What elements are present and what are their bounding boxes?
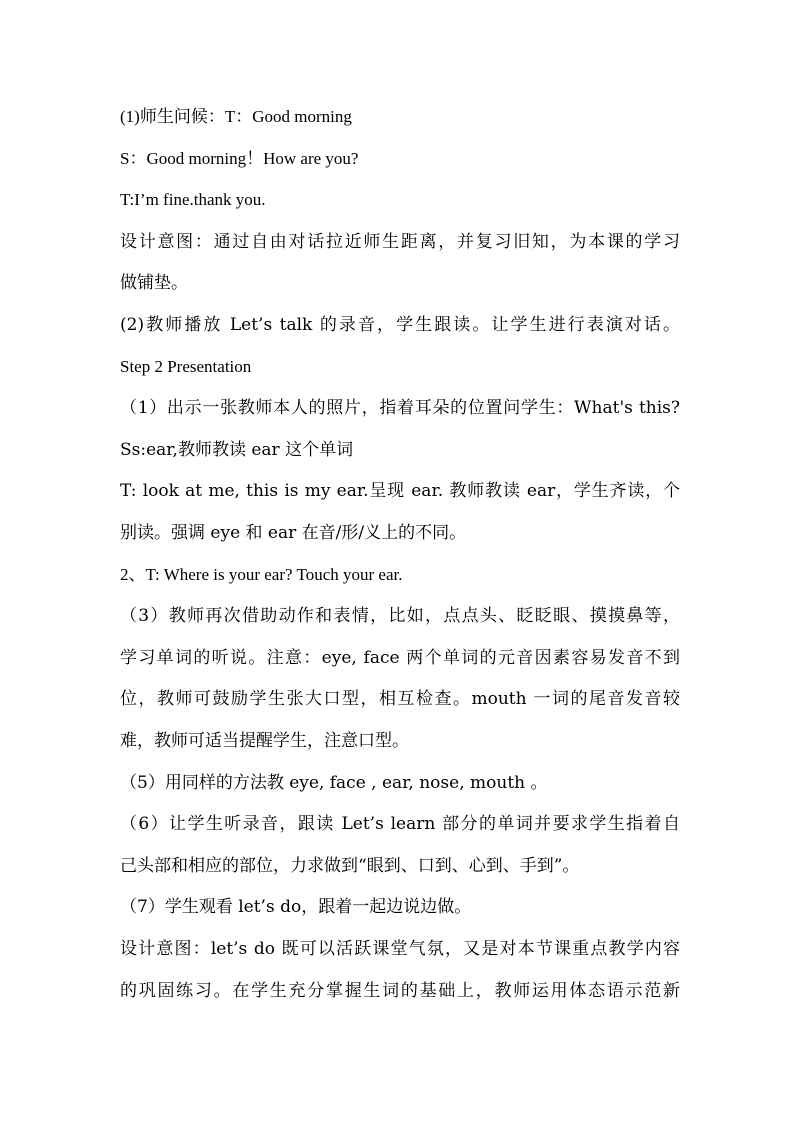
eye-ear-difference-line: 别读。强调 eye 和 ear 在音/形/义上的不同。 — [120, 523, 467, 543]
same-method-line: （5）用同样的方法教 eye, face , ear, nose, mouth 。 — [120, 773, 548, 793]
design-intent-lets-do-line: 设计意图：let’s do 既可以活跃课堂气氛，又是对本节课重点教学内容 — [120, 939, 680, 959]
presentation-step-1: （1）出示一张教师本人的照片，指着耳朵的位置问学生：What's this? — [120, 398, 680, 418]
lets-talk-line: (2)教师播放 Let’s talk 的录音，学生跟读。让学生进行表演对话。 — [120, 315, 680, 335]
look-at-me-line: T: look at me, this is my ear.呈现 ear. 教师教读 ear，学生齐读，个 — [120, 481, 680, 501]
design-intent-continuation: 做铺垫。 — [120, 273, 188, 293]
ear-word-line: Ss:ear,教师教读 ear 这个单词 — [120, 440, 354, 460]
design-intent-line: 设计意图：通过自由对话拉近师生距离，并复习旧知，为本课的学习 — [120, 232, 680, 252]
step-heading: Step 2 Presentation — [120, 357, 252, 376]
lets-do-line: （7）学生观看 let’s do，跟着一起边说边做。 — [120, 897, 472, 917]
teacher-reply-line: T:I’m fine.thank you. — [120, 190, 266, 209]
consolidation-line: 的巩固练习。在学生充分掌握生词的基础上，教师运用体态语示范新 — [120, 981, 680, 1001]
lets-learn-line: （6）让学生听录音，跟读 Let’s learn 部分的单词并要求学生指着自 — [120, 814, 680, 834]
where-is-your-ear-line: 2、T: Where is your ear? Touch your ear. — [120, 565, 403, 584]
greeting-line: (1)师生问候：T：Good morning — [120, 107, 352, 126]
student-reply-line: S：Good morning！How are you? — [120, 149, 359, 168]
gesture-step-line: （3）教师再次借助动作和表情，比如，点点头、眨眨眼、摸摸鼻等， — [120, 606, 680, 626]
mouth-shape-line: 难，教师可适当提醒学生，注意口型。 — [120, 731, 409, 751]
mouth-practice-line: 位，教师可鼓励学生张大口型，相互检查。mouth 一词的尾音发音较 — [120, 689, 680, 709]
point-to-parts-line: 己头部和相应的部位，力求做到“眼到、口到、心到、手到”。 — [120, 856, 580, 876]
listening-note-line: 学习单词的听说。注意：eye, face 两个单词的元音因素容易发音不到 — [120, 648, 680, 668]
